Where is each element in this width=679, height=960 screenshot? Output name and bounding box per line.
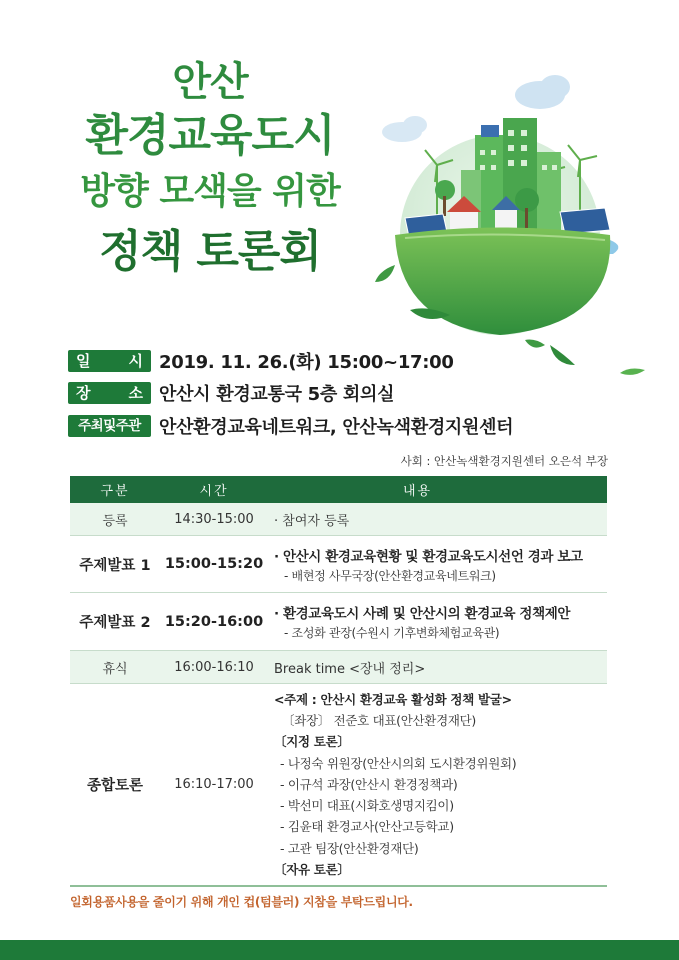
info-date-value: 2019. 11. 26.(화) 15:00~17:00 xyxy=(159,352,454,373)
discussant: - 고관 팀장(안산환경재단) xyxy=(280,840,419,856)
tumbler-notice: 일회용품사용을 줄이기 위해 개인 컵(텀블러) 지참을 부탁드립니다. xyxy=(70,895,413,909)
row-content: · 참여자 등록 xyxy=(274,513,350,529)
row-section: 주제발표 1 xyxy=(79,557,151,574)
row-time: 15:20-16:00 xyxy=(164,613,264,630)
row-content xyxy=(268,689,607,881)
info-host-row xyxy=(68,413,628,439)
row-topic: · 안산시 환경교육현황 및 환경교육도시선언 경과 보고 xyxy=(274,548,583,565)
row-topic: · 환경교육도시 사례 및 안산시의 환경교육 정책제안 xyxy=(274,606,570,622)
leaf-globe xyxy=(395,228,610,336)
info-host-value: 안산환경교육네트워크, 안산녹색환경지원센터 xyxy=(159,417,514,438)
row-content: Break time <장내 정리> xyxy=(274,661,426,677)
title-line-1: 안산 xyxy=(172,59,248,105)
schedule-table xyxy=(70,476,607,887)
info-place-value: 안산시 환경교통국 5층 회의실 xyxy=(159,384,395,405)
row-section: 주제발표 2 xyxy=(79,615,151,631)
row-content xyxy=(268,545,607,584)
table-row xyxy=(70,593,607,651)
row-section: 종합토론 xyxy=(86,778,144,794)
moderator-text: 사회 : 안산녹색환경지원센터 오은석 부장 xyxy=(400,454,608,468)
row-time: 14:30-15:00 xyxy=(174,511,254,527)
info-host-label: 주최및주관 xyxy=(68,415,151,437)
row-speaker: - 배현정 사무국장(안산환경교육네트워크) xyxy=(284,568,496,583)
table-row xyxy=(70,651,607,684)
cloud-icon xyxy=(382,75,570,142)
info-place-row xyxy=(68,380,628,406)
info-date-label: 일 시 xyxy=(68,350,151,372)
row-time: 16:00-16:10 xyxy=(174,659,254,675)
title-line-2: 환경교육도시 xyxy=(85,110,335,161)
title-line-4: 정책 토론회 xyxy=(99,226,321,277)
row-section: 등록 xyxy=(102,513,128,529)
row-content xyxy=(268,602,607,641)
header-section: 구분 xyxy=(100,484,130,499)
header-time: 시간 xyxy=(199,484,229,499)
info-date-row xyxy=(68,348,628,374)
eco-city-illustration xyxy=(375,70,665,390)
discussant: - 김윤태 환경교사(안산고등학교) xyxy=(280,819,454,835)
info-place-label: 장 소 xyxy=(68,382,151,404)
bottom-bar xyxy=(0,940,679,960)
discussion-topic: <주제 : 안산시 환경교육 활성화 정책 발굴> xyxy=(274,691,512,707)
discussant: - 박선미 대표(시화호생명지킴이) xyxy=(280,798,454,814)
table-row xyxy=(70,684,607,887)
poster-title xyxy=(0,59,420,290)
header-content: 내용 xyxy=(402,484,433,499)
title-line-3: 방향 모색을 위한 xyxy=(80,171,340,212)
row-time: 15:00-15:20 xyxy=(164,556,264,572)
free-discussion-label: 〔자유 토론〕 xyxy=(274,862,350,878)
table-row xyxy=(70,503,607,536)
discussion-chair: 〔좌장〕 전준호 대표(안산환경재단) xyxy=(282,712,476,728)
discussant: - 나정숙 위원장(안산시의회 도시환경위원회) xyxy=(280,755,517,771)
discussant: - 이규석 과장(안산시 환경정책과) xyxy=(280,776,458,792)
designated-discussion-label: 〔지정 토론〕 xyxy=(274,734,350,750)
row-speaker: - 조성화 관장(수원시 기후변화체험교육관) xyxy=(284,626,500,640)
table-row xyxy=(70,536,607,593)
row-section: 휴식 xyxy=(102,661,128,677)
row-time: 16:10-17:00 xyxy=(174,777,254,792)
table-header xyxy=(70,476,607,503)
